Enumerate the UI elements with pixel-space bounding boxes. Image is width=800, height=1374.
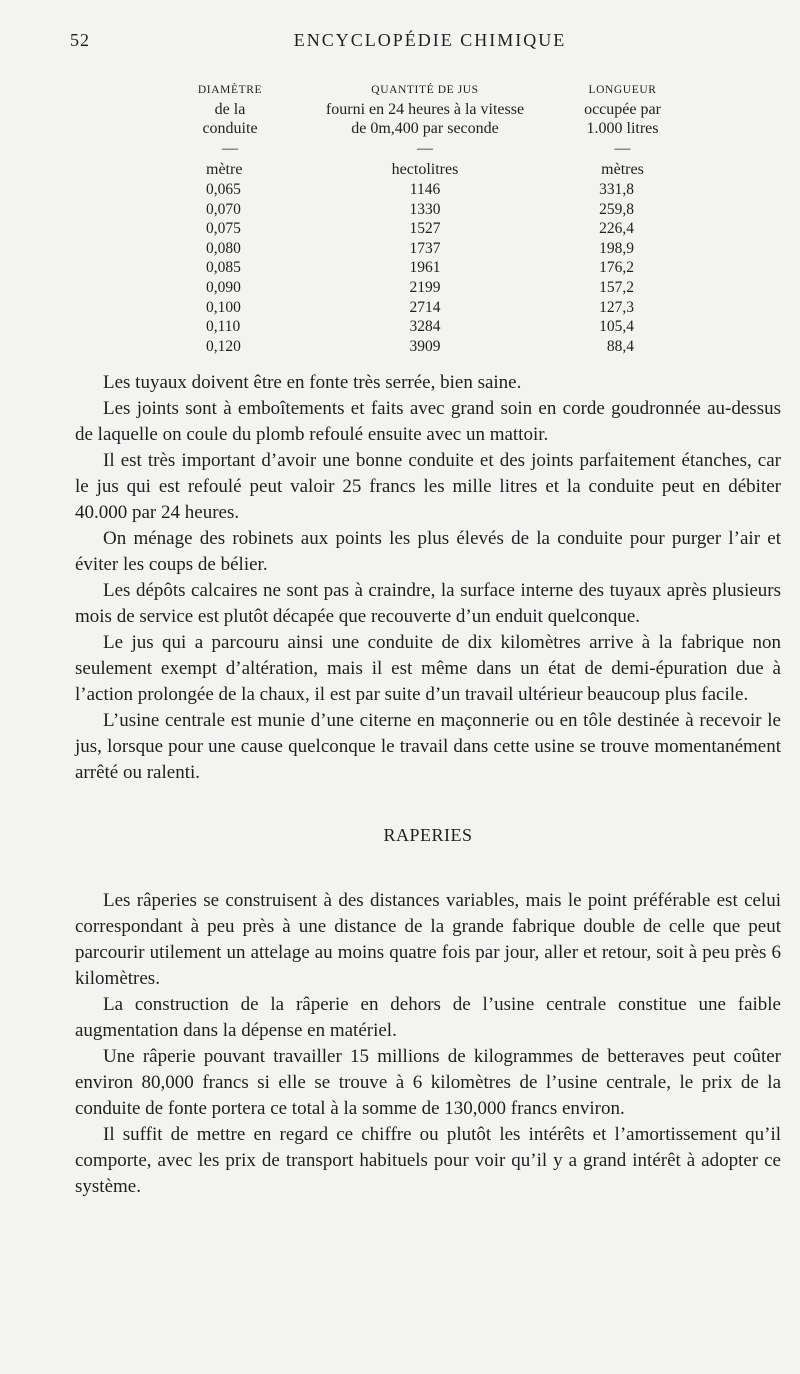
table-cell: 0,120 — [206, 337, 241, 355]
paragraph: Il suffit de mettre en regard ce chiffre ou plutôt les intérêts et l’amortissement qu’il comporte, avec les prix de transport habituels pour voir qu’il y a grand intérêt à adopter ce système. — [75, 1124, 781, 1197]
table-cell: 88,4 — [606, 337, 634, 355]
paragraph: Le jus qui a parcouru ainsi une conduite de dix kilomètres arrive à la fabrique non seulement exempt d’altération, mais il est même dans un état de demi-épuration due à l’action prolongée de la chaux, il est par suite d’un travail ultérieur beaucoup plus facile. — [75, 632, 781, 705]
table-cell: 1146 — [409, 181, 441, 198]
table-cell: 0,085 — [206, 259, 241, 277]
quantity-cells — [300, 180, 550, 356]
diameter-column — [160, 80, 300, 356]
table-cell: 0,065 — [206, 181, 241, 198]
diameter-cells — [160, 180, 300, 356]
section-title: RAPERIES — [383, 825, 473, 845]
column-unit: mètre — [206, 161, 243, 178]
table-cell: 1961 — [409, 259, 441, 277]
column-header: QUANTITÉ DE JUS — [371, 84, 479, 96]
table-cell: 3284 — [409, 318, 441, 336]
body-text — [75, 370, 781, 1200]
table-cell: 105,4 — [599, 318, 634, 336]
paragraph: Les joints sont à emboîtements et faits avec grand soin en corde goudronnée au-dessus de laquelle on coule du plomb refoulé ensuite avec un mattoir. — [75, 398, 781, 445]
paragraph: La construction de la râperie en dehors de l’usine centrale constitue une faible augmentation dans la dépense en matériel. — [75, 994, 781, 1041]
table-cell: 157,2 — [599, 278, 634, 296]
table-cell: 331,8 — [599, 181, 634, 198]
running-title: ENCYCLOPÉDIE CHIMIQUE — [293, 30, 567, 50]
paragraph: Il est très important d’avoir une bonne conduite et des joints parfaitement étanches, car le jus qui est refoulé peut valoir 25 francs les mille litres et la conduite peut en débiter 40.000 par 24 heures. — [75, 450, 781, 523]
table-cell: 0,075 — [206, 220, 241, 238]
table-cell: 1330 — [409, 200, 441, 218]
paragraph: Les râperies se construisent à des distances variables, mais le point préférable est celui correspondant à peu près à une distance de la grande fabrique double de celle que peut parcourir utilement un attelage au moins quatre fois par jour, aller et retour, soit à peu près 6 kilomètres. — [75, 890, 781, 989]
length-column — [555, 80, 690, 356]
table-cell: 1527 — [409, 220, 441, 238]
table-cell: 0,090 — [206, 278, 241, 296]
table-cell: 2714 — [409, 298, 441, 316]
column-header-line: de 0m,400 par seconde — [351, 120, 499, 137]
column-unit: hectolitres — [391, 161, 459, 178]
paragraph: Une râperie pouvant travailler 15 millions de kilogrammes de betteraves peut coûter environ 80,000 francs si elle se trouve à 6 kilomètres de l’usine centrale, le prix de la conduite de fonte portera ce total à la somme de 130,000 francs environ. — [75, 1046, 781, 1119]
paragraph: L’usine centrale est munie d’une citerne en maçonnerie ou en tôle destinée à recevoir le jus, lorsque pour une cause quelconque le travail dans cette usine se trouve momentanément arrêté ou ralenti. — [75, 710, 781, 783]
page-number: 52 — [70, 30, 90, 50]
column-header-line: occupée par — [584, 101, 661, 118]
table-cell: 226,4 — [599, 220, 634, 238]
table-cell: 0,070 — [206, 200, 241, 218]
paragraph: Les dépôts calcaires ne sont pas à craindre, la surface interne des tuyaux après plusieurs mois de service est plutôt décapée que recouverte d’un enduit quelconque. — [75, 580, 781, 627]
table-cell: 0,080 — [206, 239, 241, 257]
table-cell: 176,2 — [599, 259, 634, 277]
column-header-line: fourni en 24 heures à la vitesse — [325, 101, 525, 118]
column-dash: — — [614, 140, 631, 157]
column-header-line: de la — [214, 101, 246, 118]
table-cell: 198,9 — [599, 239, 634, 257]
column-dash: — — [222, 140, 238, 157]
table-cell: 2199 — [409, 278, 441, 296]
table-cell: 3909 — [409, 337, 441, 355]
column-header-line: 1.000 litres — [586, 120, 659, 137]
paragraph: On ménage des robinets aux points les plus élevés de la conduite pour purger l’air et éviter les coups de bélier. — [75, 528, 781, 575]
table-cell: 1737 — [409, 239, 441, 257]
table-cell: 0,110 — [206, 318, 241, 336]
paragraph: Les tuyaux doivent être en fonte très serrée, bien saine. — [103, 372, 522, 393]
quantity-column — [300, 80, 550, 356]
column-header-line: conduite — [202, 120, 258, 137]
column-header: DIAMÈTRE — [197, 84, 263, 96]
table-cell: 127,3 — [599, 298, 634, 316]
table-cell: 259,8 — [599, 200, 634, 218]
column-unit: mètres — [601, 161, 644, 178]
length-cells — [555, 180, 690, 356]
column-dash: — — [417, 140, 433, 157]
table-cell: 0,100 — [206, 298, 241, 316]
column-header: LONGUEUR — [588, 84, 657, 96]
